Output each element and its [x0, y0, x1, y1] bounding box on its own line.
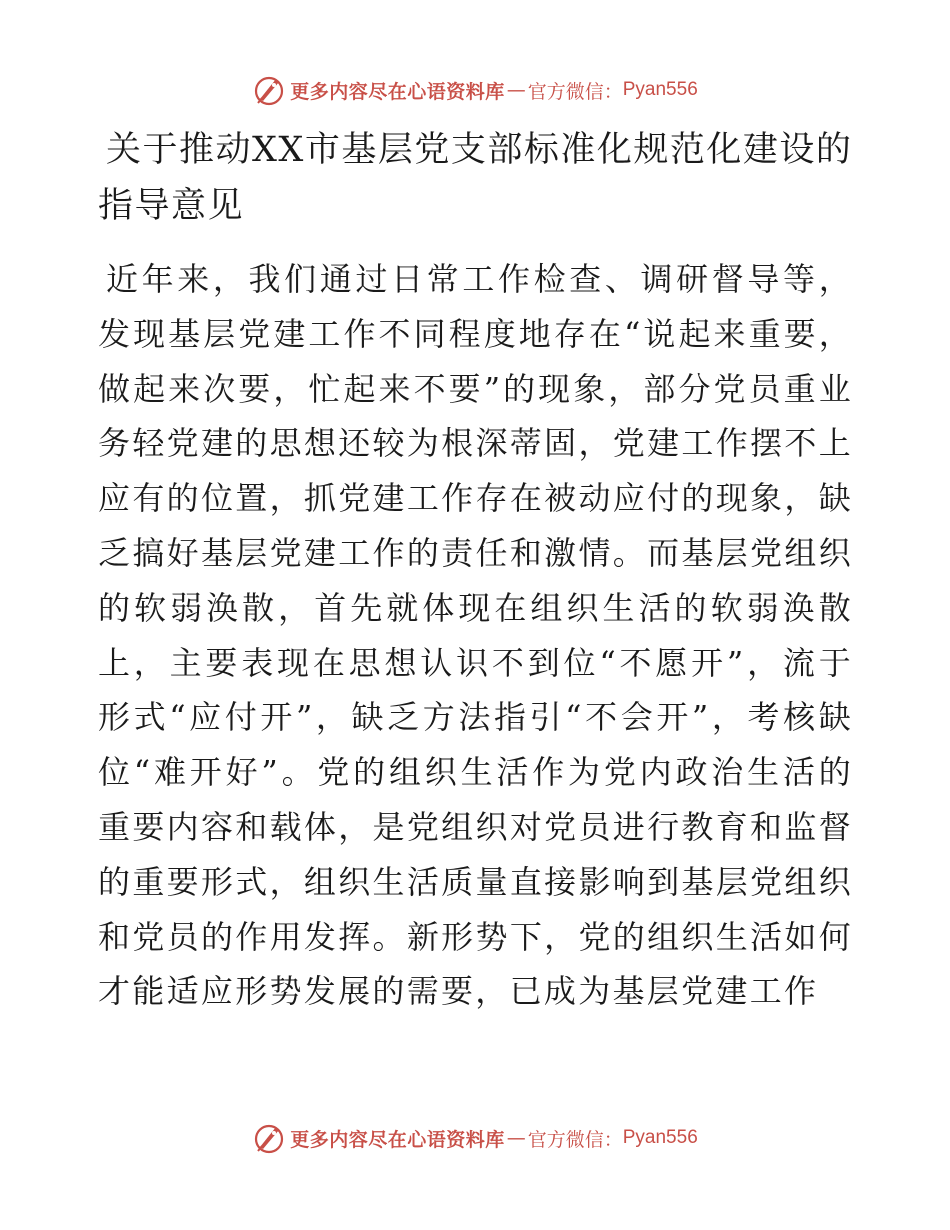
- banner-wechat-label: 官方微信：: [527, 1128, 623, 1151]
- banner-dash: —: [506, 1127, 526, 1149]
- banner-dash: —: [506, 79, 526, 101]
- header-watermark-banner: [0, 70, 950, 110]
- footer-watermark-banner: [0, 1118, 950, 1158]
- banner-wechat-id: Pyan556: [622, 79, 698, 100]
- banner-text: 更多内容尽在心语资料库: [290, 1128, 505, 1151]
- document-paragraph: 近年来，我们通过日常工作检查、调研督导等，发现基层党建工作不同程度地存在“说起来重要，做起来次要，忙起来不要”的现象，部分党员重业务轻党建的思想还较为根深蒂固，党建工作摆不上应有的位置，抓党建工作存在被动应付的现象，缺乏搞好基层党建工作的责任和激情。而基层党组织的软弱涣散，首先就体现在组织生活的软弱涣散上，主要表现在思想认识不到位“不愿开”，流于形式“应付开”，缺乏方法指引“不会开”，考核缺位“难开好”。党的组织生活作为党内政治生活的重要内容和载体，是党组织对党员进行教育和监督的重要形式，组织生活质量直接影响到基层党组织和党员的作用发挥。新形势下，党的组织生活如何才能适应形势发展的需要，已成为基层党建工作: [98, 260, 853, 1011]
- quill-pen-logo-icon: [252, 1121, 286, 1155]
- banner-text: 更多内容尽在心语资料库: [290, 80, 505, 103]
- banner-wechat-id: Pyan556: [622, 1127, 698, 1148]
- document-title: 关于推动XX市基层党支部标准化规范化建设的指导意见: [98, 130, 853, 226]
- banner-wechat-label: 官方微信：: [527, 80, 623, 103]
- quill-pen-logo-icon: [252, 73, 286, 107]
